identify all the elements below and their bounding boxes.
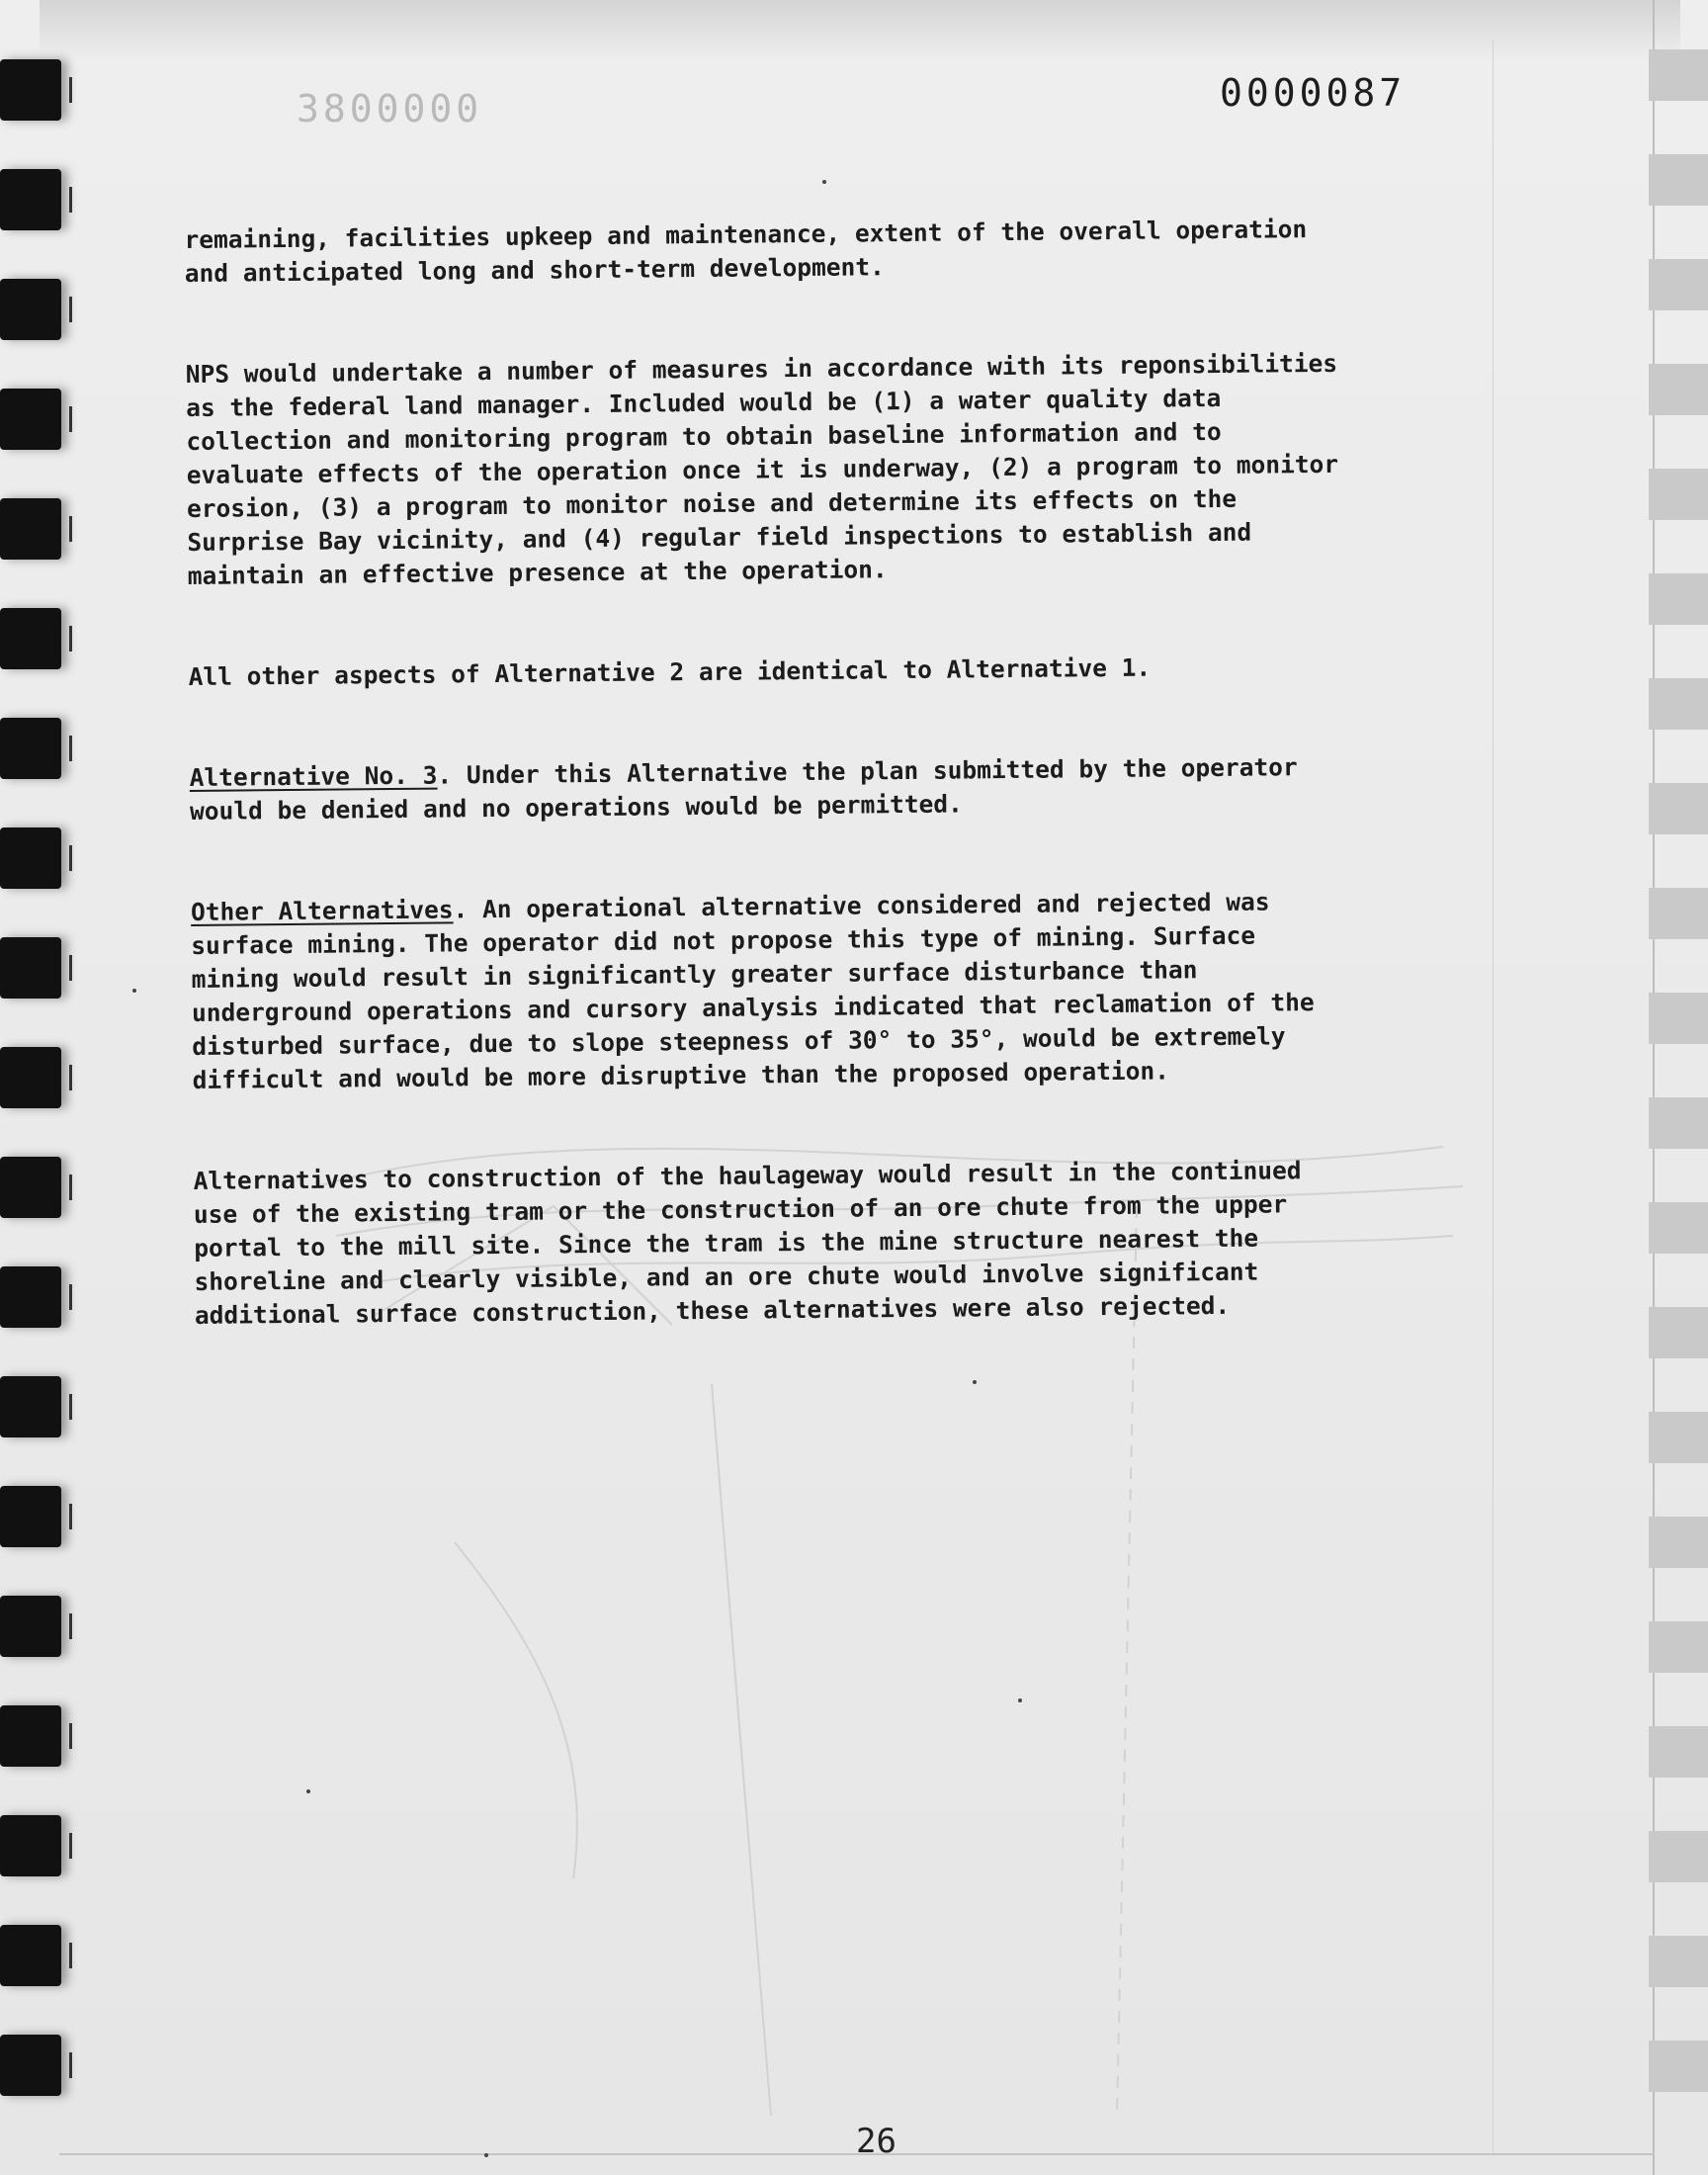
- paragraph-haulageway: [193, 1118, 1559, 1333]
- scan-speck: [484, 2153, 488, 2157]
- page-number: 26: [856, 2122, 897, 2161]
- scan-speck: [1018, 1698, 1022, 1702]
- edge-tab: [1649, 1307, 1708, 1358]
- binding-hole: [0, 279, 61, 340]
- edge-tab: [1649, 1202, 1708, 1254]
- binding-hole: [0, 718, 61, 779]
- binding-hole: [0, 1925, 61, 1986]
- binding-hole: [0, 1047, 61, 1108]
- paragraph-text: . Under this Alternative the plan submitted by the operator would be denied and no operations would be permitted.: [189, 752, 1298, 826]
- scan-speck: [132, 989, 136, 993]
- scan-speck: [822, 180, 826, 184]
- paragraph-2: [185, 311, 1552, 593]
- paragraph-text: Alternatives to construction of the haulageway would result in the continued use of the existing tram or the construction of an ore chute from the upper portal to the mill site. Since the tram is the mine structure nearest the shoreline and clearly visible, and an ore chute would involve significant additional surface construction, these alternatives were also rejected.: [193, 1156, 1302, 1330]
- binding-hole: [0, 1486, 61, 1547]
- binding-hole: [0, 1157, 61, 1218]
- binding-hole: [0, 827, 61, 889]
- binding-mark: [69, 1504, 72, 1529]
- binding-hole: [0, 1596, 61, 1657]
- binding-mark: [69, 516, 72, 542]
- edge-tab: [1649, 1726, 1708, 1778]
- paragraph-text: remaining, facilities upkeep and maintenance, extent of the overall operation and anticipated long and short-term development.: [184, 215, 1308, 288]
- binding-mark: [69, 736, 72, 761]
- edge-tab: [1649, 888, 1708, 939]
- binding-mark: [69, 2052, 72, 2078]
- edge-tab: [1649, 259, 1708, 310]
- edge-tab: [1649, 2041, 1708, 2092]
- binding-hole: [0, 59, 61, 121]
- edge-tab: [1649, 573, 1708, 625]
- binding-mark: [69, 626, 72, 652]
- binding-mark: [69, 955, 72, 981]
- right-edge-tabs: [1649, 40, 1708, 2155]
- binding-mark: [69, 1723, 72, 1749]
- edge-tab: [1649, 1517, 1708, 1568]
- edge-tab: [1649, 154, 1708, 206]
- edge-tab: [1649, 1412, 1708, 1463]
- edge-tab: [1649, 49, 1708, 101]
- edge-tab: [1649, 1936, 1708, 1987]
- body-text: [184, 177, 1559, 1366]
- scan-speck: [306, 1789, 310, 1793]
- binding-mark: [69, 1613, 72, 1639]
- scan-shadow-top: [40, 0, 1680, 59]
- binding-hole: [0, 1376, 61, 1437]
- binding-mark: [69, 297, 72, 322]
- binding-mark: [69, 1174, 72, 1200]
- paragraph-text: NPS would undertake a number of measures in accordance with its reponsibilities as the federal land manager. Included would be (1) a water quality data collection and monitoring program to obtain baseline information and to evaluate effects of the operation once it is underway, (2) a program to monitor erosion, (3) a program to monitor noise and determine its effects on the Surprise Bay vicinity, and (4) regular field inspections to establish and maintain an effective presence at the operation.: [185, 348, 1339, 590]
- binding-hole: [0, 1815, 61, 1876]
- binding-mark: [69, 1394, 72, 1420]
- binding-holes: [0, 59, 79, 2135]
- other-alternatives-heading: Other Alternatives: [190, 895, 454, 926]
- binding-mark: [69, 1833, 72, 1859]
- edge-tab: [1649, 1621, 1708, 1673]
- binding-mark: [69, 1284, 72, 1310]
- alternative-3-heading: Alternative No. 3: [189, 760, 438, 792]
- edge-tab: [1649, 1097, 1708, 1149]
- binding-mark: [69, 1065, 72, 1090]
- binding-hole: [0, 937, 61, 999]
- edge-tab: [1649, 1831, 1708, 1882]
- ghost-document-number: 3800000: [297, 87, 483, 130]
- paragraph-alternative-3: [189, 715, 1554, 828]
- paragraph-text: . An operational alternative considered and rejected was surface mining. The operator did not propose this type of mining. Surface mining would result in significantly greater surface disturbance than underground operations and cursory analysis indicated that reclamation of the disturbed surface, due to slope steepness of 30° to 35°, would be extremely difficult and would be more disruptive than the proposed operation.: [191, 887, 1315, 1094]
- paragraph-3: [188, 614, 1553, 694]
- scan-speck: [973, 1380, 977, 1384]
- document-number: 0000087: [1220, 71, 1407, 115]
- binding-hole: [0, 169, 61, 230]
- edge-tab: [1649, 469, 1708, 520]
- binding-mark: [69, 1943, 72, 1968]
- paragraph-text: All other aspects of Alternative 2 are identical to Alternative 1.: [188, 652, 1152, 691]
- binding-hole: [0, 498, 61, 560]
- paragraph-1: [184, 177, 1549, 291]
- edge-tab: [1649, 364, 1708, 415]
- edge-tab: [1649, 783, 1708, 834]
- binding-mark: [69, 406, 72, 432]
- binding-mark: [69, 187, 72, 213]
- paragraph-other-alternatives: [191, 849, 1557, 1097]
- binding-hole: [0, 2035, 61, 2096]
- edge-tab: [1649, 993, 1708, 1044]
- binding-mark: [69, 77, 72, 103]
- binding-hole: [0, 389, 61, 450]
- binding-mark: [69, 845, 72, 871]
- binding-hole: [0, 1705, 61, 1767]
- binding-hole: [0, 1266, 61, 1328]
- binding-hole: [0, 608, 61, 669]
- edge-tab: [1649, 678, 1708, 730]
